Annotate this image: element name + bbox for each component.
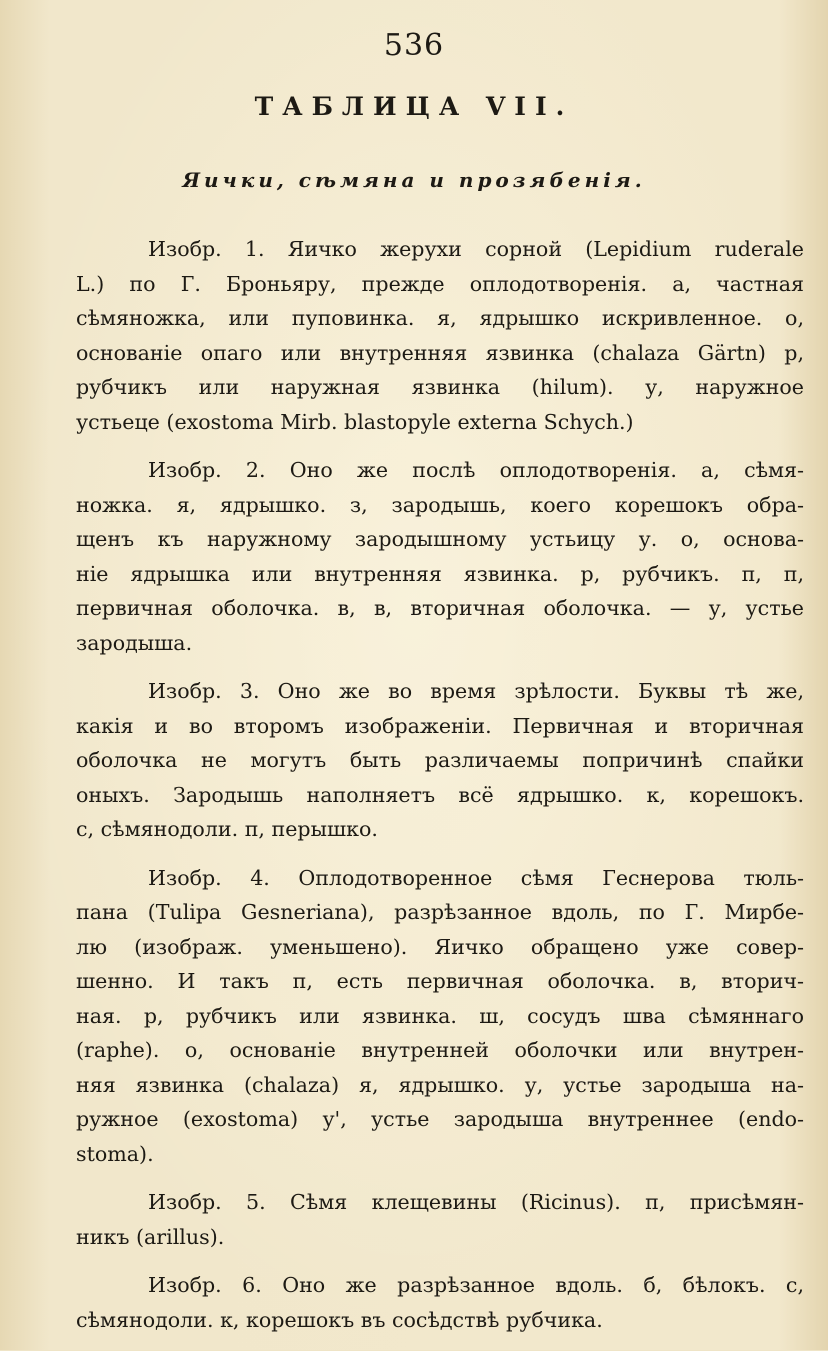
text-line: никъ (arillus). <box>76 1224 225 1249</box>
text-line: ружное (exostoma) у', устье зародыша внутреннее (endo- <box>76 1107 804 1131</box>
text-line: L.) по Г. Броньяру, прежде оплодотворенія. а, частная <box>76 271 804 296</box>
text-line: оболочка не могутъ быть различаемы попричинѣ спайки <box>76 748 804 772</box>
text-line: Изобр. 3. Оно же во время зрѣлости. Буквы тѣ же, <box>148 679 804 703</box>
text-line: оныхъ. Зародышь наполняетъ всё ядрышко. к, корешокъ. <box>76 782 804 807</box>
text-line: ніе ядрышка или внутренняя язвинка. р, рубчикъ. п, п, <box>76 561 804 586</box>
text-line: Изобр. 4. Оплодотворенное сѣмя Геснерова тюль- <box>148 865 804 890</box>
text-line: Изобр. 6. Оно же разрѣзанное вдоль. б, бѣлокъ. с, <box>148 1273 804 1297</box>
text-line: с, сѣмянодоли. п, перышко. <box>76 817 378 841</box>
text-body <box>76 232 804 1351</box>
figure-6-description <box>76 1268 804 1337</box>
text-line: лю (изображ. уменьшено). Яичко обращено уже совер- <box>76 934 804 959</box>
table-title: ТАБЛИЦА VII. <box>254 92 574 121</box>
text-line: зародыша. <box>76 630 193 655</box>
text-line: основаніе опаго или внутренняя язвинка (chalaza Gärtn) р, <box>76 340 804 365</box>
figure-3-description <box>76 674 804 847</box>
text-line: Изобр. 1. Яичко жерухи сорной (Lepidium ruderale <box>148 237 804 261</box>
text-line: ная. р, рубчикъ или язвинка. ш, сосудъ шва сѣмяннаго <box>76 1003 804 1028</box>
figure-5-description <box>76 1185 804 1254</box>
text-line: устьеце (exostoma Mirb. blastopyle externa Schych.) <box>76 409 634 434</box>
text-line: щенъ къ наружному зародышному устьицу у. о, основа- <box>76 527 804 551</box>
page-number: 536 <box>383 28 445 63</box>
figure-2-description <box>76 453 804 660</box>
text-line: Изобр. 2. Оно же послѣ оплодотворенія. а, сѣмя- <box>148 458 804 482</box>
text-line: сѣмянодоли. к, корешокъ въ сосѣдствѣ рубчика. <box>76 1307 603 1332</box>
text-line: (raphe). о, основаніе внутренней оболочки или внутрен- <box>76 1038 804 1062</box>
text-line: какія и во второмъ изображеніи. Первичная и вторичная <box>76 713 804 738</box>
text-line: пана (Tulipa Gesneriana), разрѣзанное вдоль, по Г. Мирбе- <box>76 900 804 924</box>
text-line: Изобр. 5. Сѣмя клещевины (Ricinus). п, присѣмян- <box>148 1190 804 1214</box>
text-line: сѣмяножка, или пуповинка. я, ядрышко искривленное. о, <box>76 306 804 330</box>
text-line: ножка. я, ядрышко. з, зародышь, коего корешокъ обра- <box>76 492 804 517</box>
text-line: stoma). <box>76 1141 154 1166</box>
figure-4-description <box>76 861 804 1172</box>
text-line: няя язвинка (chalaza) я, ядрышко. у, устье зародыша на- <box>76 1072 804 1097</box>
text-line: рубчикъ или наружная язвинка (hilum). у, наружное <box>76 375 804 399</box>
section-subtitle: Яички, сѣмяна и прозябенія. <box>182 168 646 192</box>
figure-1-description <box>76 232 804 439</box>
text-line: первичная оболочка. в, в, вторичная оболочка. — у, устье <box>76 596 804 620</box>
text-line: шенно. И такъ п, есть первичная оболочка. в, вторич- <box>76 969 804 993</box>
